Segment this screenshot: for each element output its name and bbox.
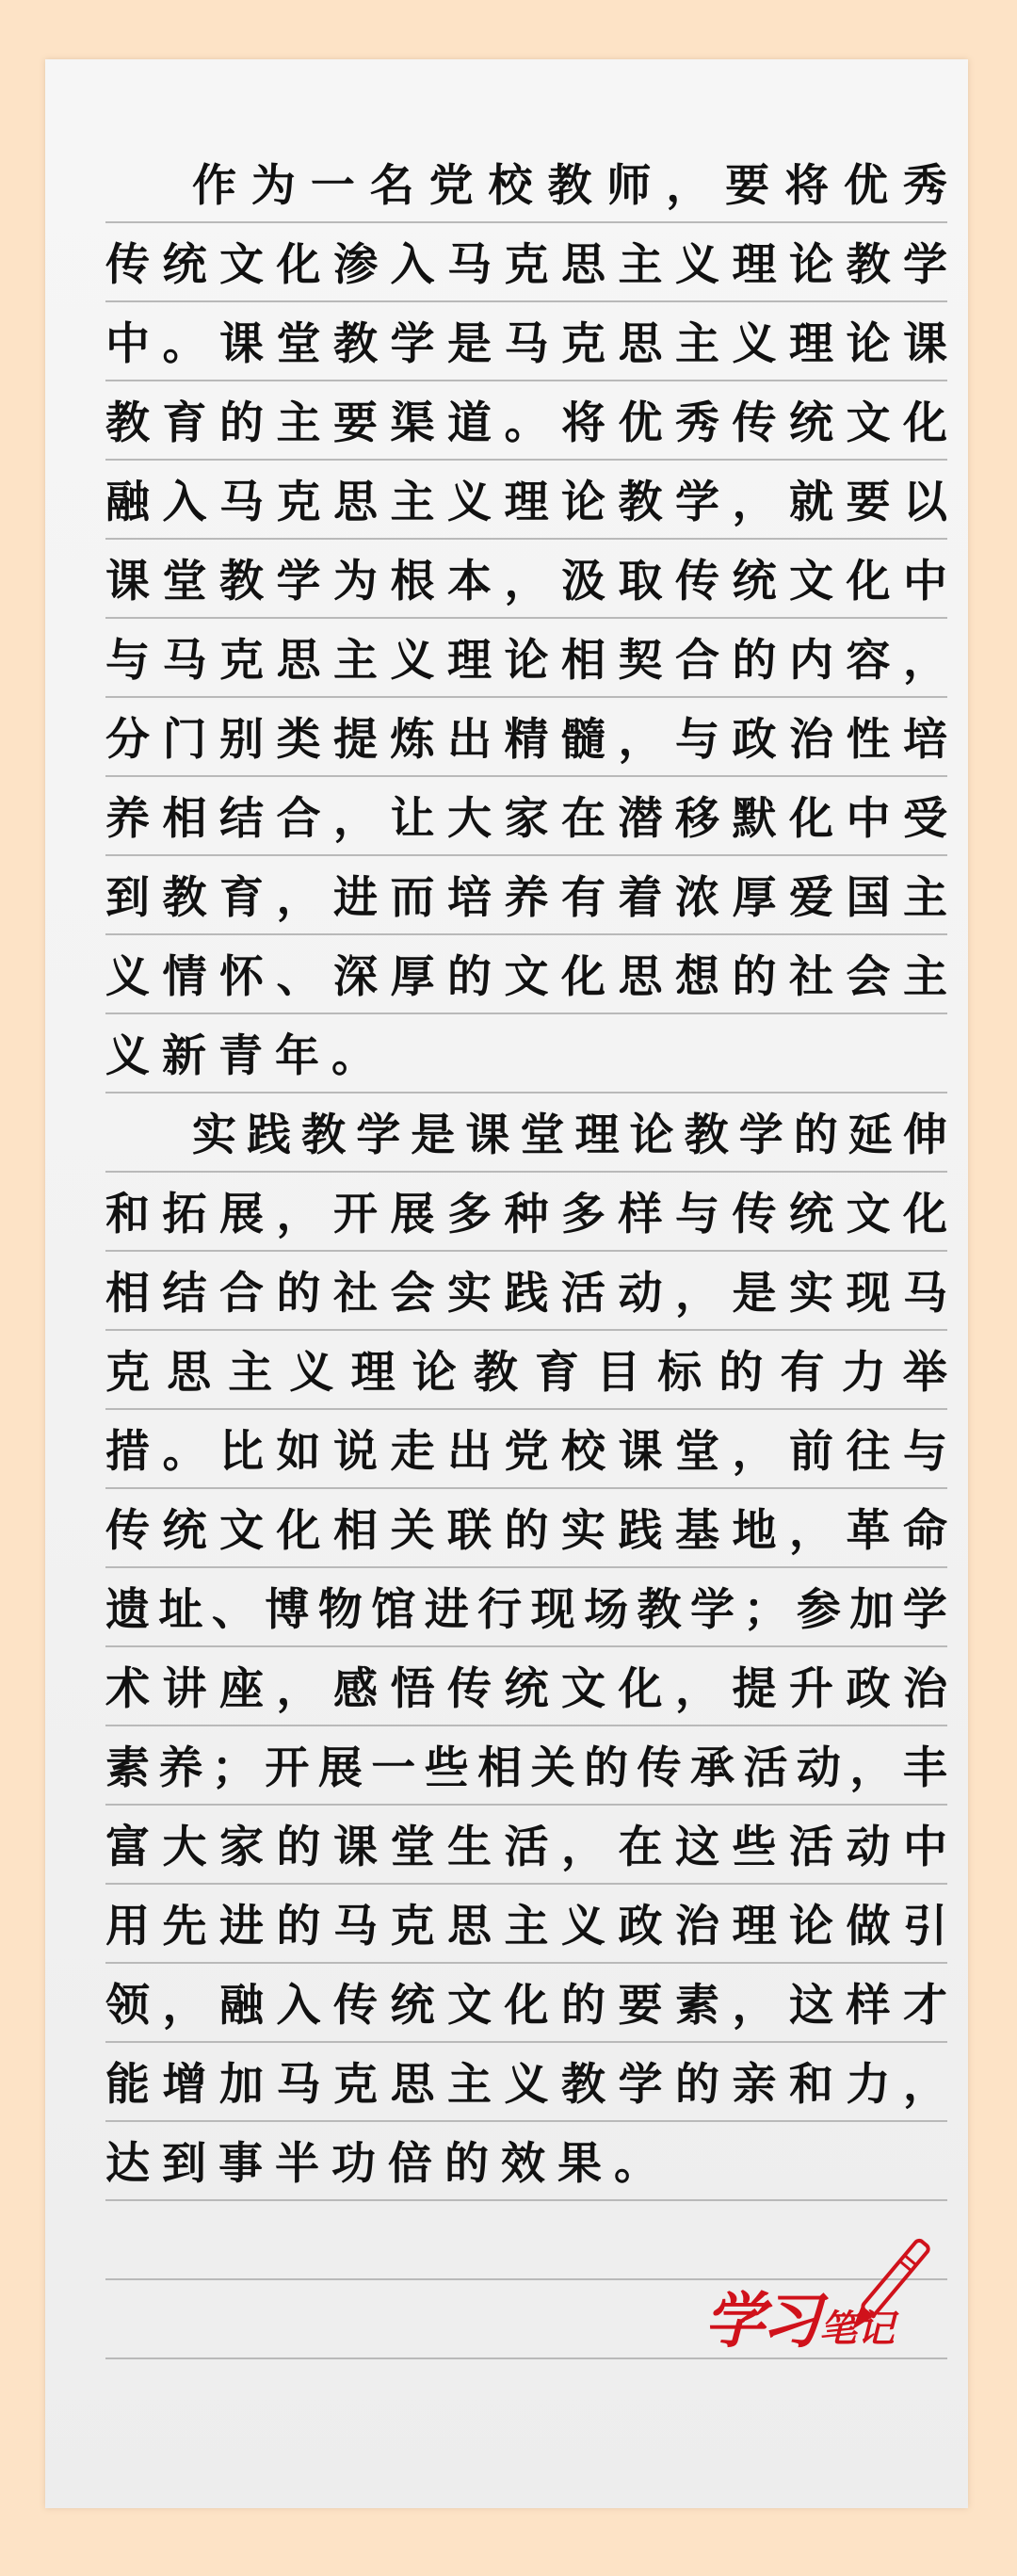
ruled-text-area <box>105 144 947 2359</box>
text-line: 义新青年。 <box>105 1014 947 1094</box>
text-line: 分 门 别 类 提 炼 出 精 髓 ， 与 政 治 性 培 <box>105 698 947 777</box>
text-line: 融 入 马 克 思 主 义 理 论 教 学 ， 就 要 以 <box>105 461 947 540</box>
text-line: 作 为 一 名 党 校 教 师 ， 要 将 优 秀 <box>105 144 947 223</box>
text-line: 能 增 加 马 克 思 主 义 教 学 的 亲 和 力 ， <box>105 2043 947 2122</box>
text-line: 中 。 课 堂 教 学 是 马 克 思 主 义 理 论 课 <box>105 302 947 381</box>
text-line: 术 讲 座 ， 感 悟 传 统 文 化 ， 提 升 政 治 <box>105 1647 947 1726</box>
text-line: 课 堂 教 学 为 根 本 ， 汲 取 传 统 文 化 中 <box>105 540 947 619</box>
text-line: 教 育 的 主 要 渠 道 。 将 优 秀 传 统 文 化 <box>105 381 947 461</box>
text-line: 与 马 克 思 主 义 理 论 相 契 合 的 内 容 ， <box>105 619 947 698</box>
text-line: 传 统 文 化 渗 入 马 克 思 主 义 理 论 教 学 <box>105 223 947 302</box>
text-line: 到 教 育 ， 进 而 培 养 有 着 浓 厚 爱 国 主 <box>105 856 947 935</box>
text-line: 和 拓 展 ， 开 展 多 种 多 样 与 传 统 文 化 <box>105 1173 947 1252</box>
study-notes-logo <box>704 2226 940 2376</box>
logo-text-notes: 笔记 <box>819 2307 895 2351</box>
logo-text-study: 学习 <box>704 2286 817 2357</box>
text-line: 领 ， 融 入 传 统 文 化 的 要 素 ， 这 样 才 <box>105 1964 947 2043</box>
text-line: 克 思 主 义 理 论 教 育 目 标 的 有 力 举 <box>105 1331 947 1410</box>
text-line: 用 先 进 的 马 克 思 主 义 政 治 理 论 做 引 <box>105 1885 947 1964</box>
note-paper <box>45 59 968 2508</box>
text-line: 富 大 家 的 课 堂 生 活 ， 在 这 些 活 动 中 <box>105 1806 947 1885</box>
text-line: 素 养 ； 开 展 一 些 相 关 的 传 承 活 动 ， 丰 <box>105 1726 947 1806</box>
text-line: 传 统 文 化 相 关 联 的 实 践 基 地 ， 革 命 <box>105 1489 947 1568</box>
text-line: 相 结 合 的 社 会 实 践 活 动 ， 是 实 现 马 <box>105 1252 947 1331</box>
text-line: 措 。 比 如 说 走 出 党 校 课 堂 ， 前 往 与 <box>105 1410 947 1489</box>
text-line: 遗 址 、 博 物 馆 进 行 现 场 教 学 ； 参 加 学 <box>105 1568 947 1647</box>
text-line: 实 践 教 学 是 课 堂 理 论 教 学 的 延 伸 <box>105 1094 947 1173</box>
text-line: 养 相 结 合 ， 让 大 家 在 潜 移 默 化 中 受 <box>105 777 947 856</box>
text-line: 达到事半功倍的效果。 <box>105 2122 947 2201</box>
text-line: 义 情 怀 、 深 厚 的 文 化 思 想 的 社 会 主 <box>105 935 947 1014</box>
